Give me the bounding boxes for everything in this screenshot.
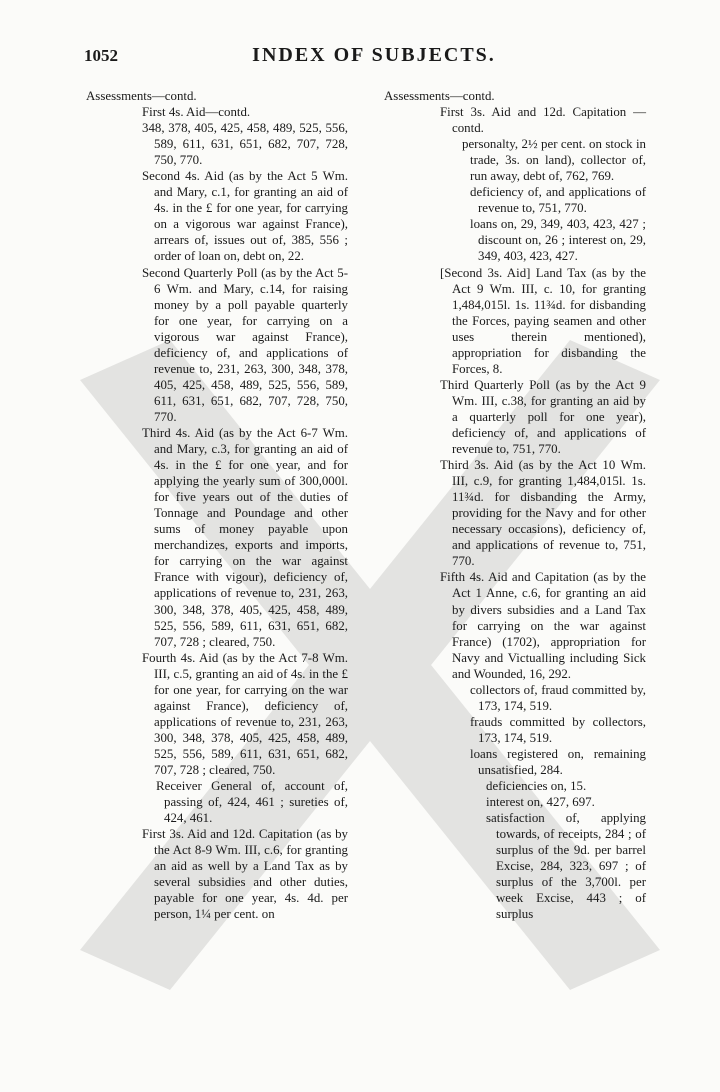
index-entry: Fifth 4s. Aid and Capitation (as by the Act 1 Anne, c.6, for granting an aid by divers subsidies and a Land Tax for carrying on the war against France) (1702), appropriation for Navy and Victualling including Sick and Wounded, 16, 292. xyxy=(440,570,646,681)
index-entry: personalty, 2½ per cent. on stock in trade, 3s. on land), collector of, run away, debt of, 762, 769. xyxy=(462,137,646,184)
index-entry: Second 4s. Aid (as by the Act 5 Wm. and Mary, c.1, for granting an aid of 4s. in the £ for one year, for carrying on a vigorous war against France), arrears of, issues out of, 385, 556 ; order of loan on, debt on, 22. xyxy=(142,169,348,264)
index-heading: Assessments—contd. xyxy=(86,89,197,103)
index-entry: loans registered on, remaining unsatisfied, 284. xyxy=(470,746,646,777)
index-entry: 348, 378, 405, 425, 458, 489, 525, 556, 589, 611, 631, 651, 682, 707, 728, 750, 770. xyxy=(142,121,348,168)
left-index-column xyxy=(86,88,348,922)
index-entry: First 3s. Aid and 12d. Capitation —contd. xyxy=(440,105,646,136)
index-entry: Second Quarterly Poll (as by the Act 5-6 Wm. and Mary, c.14, for raising money by a poll payable quarterly for one year, for carrying on a vigorous war against France), deficiency of, and applications of revenue to, 231, 263, 300, 348, 378, 405, 425, 458, 489, 525, 556, 589, 611, 631, 651, 682, 707, 728, 750, 770. xyxy=(142,265,348,424)
index-entry: Receiver General of, account of, passing of, 424, 461 ; sureties of, 424, 461. xyxy=(156,779,348,826)
index-entry: loans on, 29, 349, 403, 423, 427 ; discount on, 26 ; interest on, 29, 349, 403, 423, 427. xyxy=(470,217,646,264)
index-entry: First 4s. Aid—contd. xyxy=(142,105,251,120)
index-entry: deficiency of, and applications of revenue to, 751, 770. xyxy=(470,185,646,216)
page-number: 1052 xyxy=(84,46,118,65)
index-entry: interest on, 427, 697. xyxy=(486,795,595,810)
index-entry: deficiencies on, 15. xyxy=(486,779,587,794)
index-entry: satisfaction of, applying towards, of receipts, 284 ; of surplus of the 9d. per barrel Excise, 284, 323, 697 ; of surplus of the 3,700l. per week Excise, 443 ; of surplus xyxy=(486,811,646,922)
index-entry: frauds committed by collectors, 173, 174, 519. xyxy=(470,714,646,745)
running-title: INDEX OF SUBJECTS. xyxy=(252,44,496,66)
index-entry: Third Quarterly Poll (as by the Act 9 Wm. III, c.38, for granting an aid by a quarterly poll for one year), deficiency of, and applications of revenue to, 751, 770. xyxy=(440,377,646,457)
index-entry: Fourth 4s. Aid (as by the Act 7-8 Wm. III, c.5, granting an aid of 4s. in the £ for one year, for carrying on the war against France), deficiency of, applications of revenue to, 231, 263, 300, 348, 378, 405, 425, 458, 489, 525, 556, 589, 611, 631, 651, 682, 707, 728 ; cleared, 750. xyxy=(142,650,348,777)
index-entry: First 3s. Aid and 12d. Capitation (as by the Act 8-9 Wm. III, c.6, for granting an aid as well by a Land Tax as by several subsidies and other duties, payable for one year, 4s. 4d. per person, 1¼ per cent. on xyxy=(142,827,348,922)
index-entry: collectors of, fraud committed by, 173, 174, 519. xyxy=(470,682,646,713)
index-heading: Assessments—contd. xyxy=(384,89,495,103)
index-entry: Third 4s. Aid (as by the Act 6-7 Wm. and Mary, c.3, for granting an aid of 4s. in the £ for one year, and for applying the yearly sum of 300,000l. for five years out of the duties of Tonnage and Poundage and other sums of money payable upon merchandizes, exports and imports, for carrying on the war against France with vigour), deficiency of, applications of revenue to, 231, 263, 300, 348, 378, 405, 425, 458, 489, 525, 556, 589, 611, 631, 651, 682, 707, 728 ; cleared, 750. xyxy=(142,425,348,649)
right-index-column xyxy=(384,88,646,922)
page-header xyxy=(84,40,664,70)
index-entry: [Second 3s. Aid] Land Tax (as by the Act 9 Wm. III, c. 10, for granting 1,484,015l. 1s. 11¾d. for disbanding the Forces, paying seamen and other uses therein mentioned), appropriation for disbanding the Forces, 8. xyxy=(440,265,646,376)
index-entry: Third 3s. Aid (as by the Act 10 Wm. III, c.9, for granting 1,484,015l. 1s. 11¾d. for disbanding the Army, providing for the Navy and for other necessary occasions), deficiency of, and applications of revenue to, 751, 770. xyxy=(440,458,646,569)
